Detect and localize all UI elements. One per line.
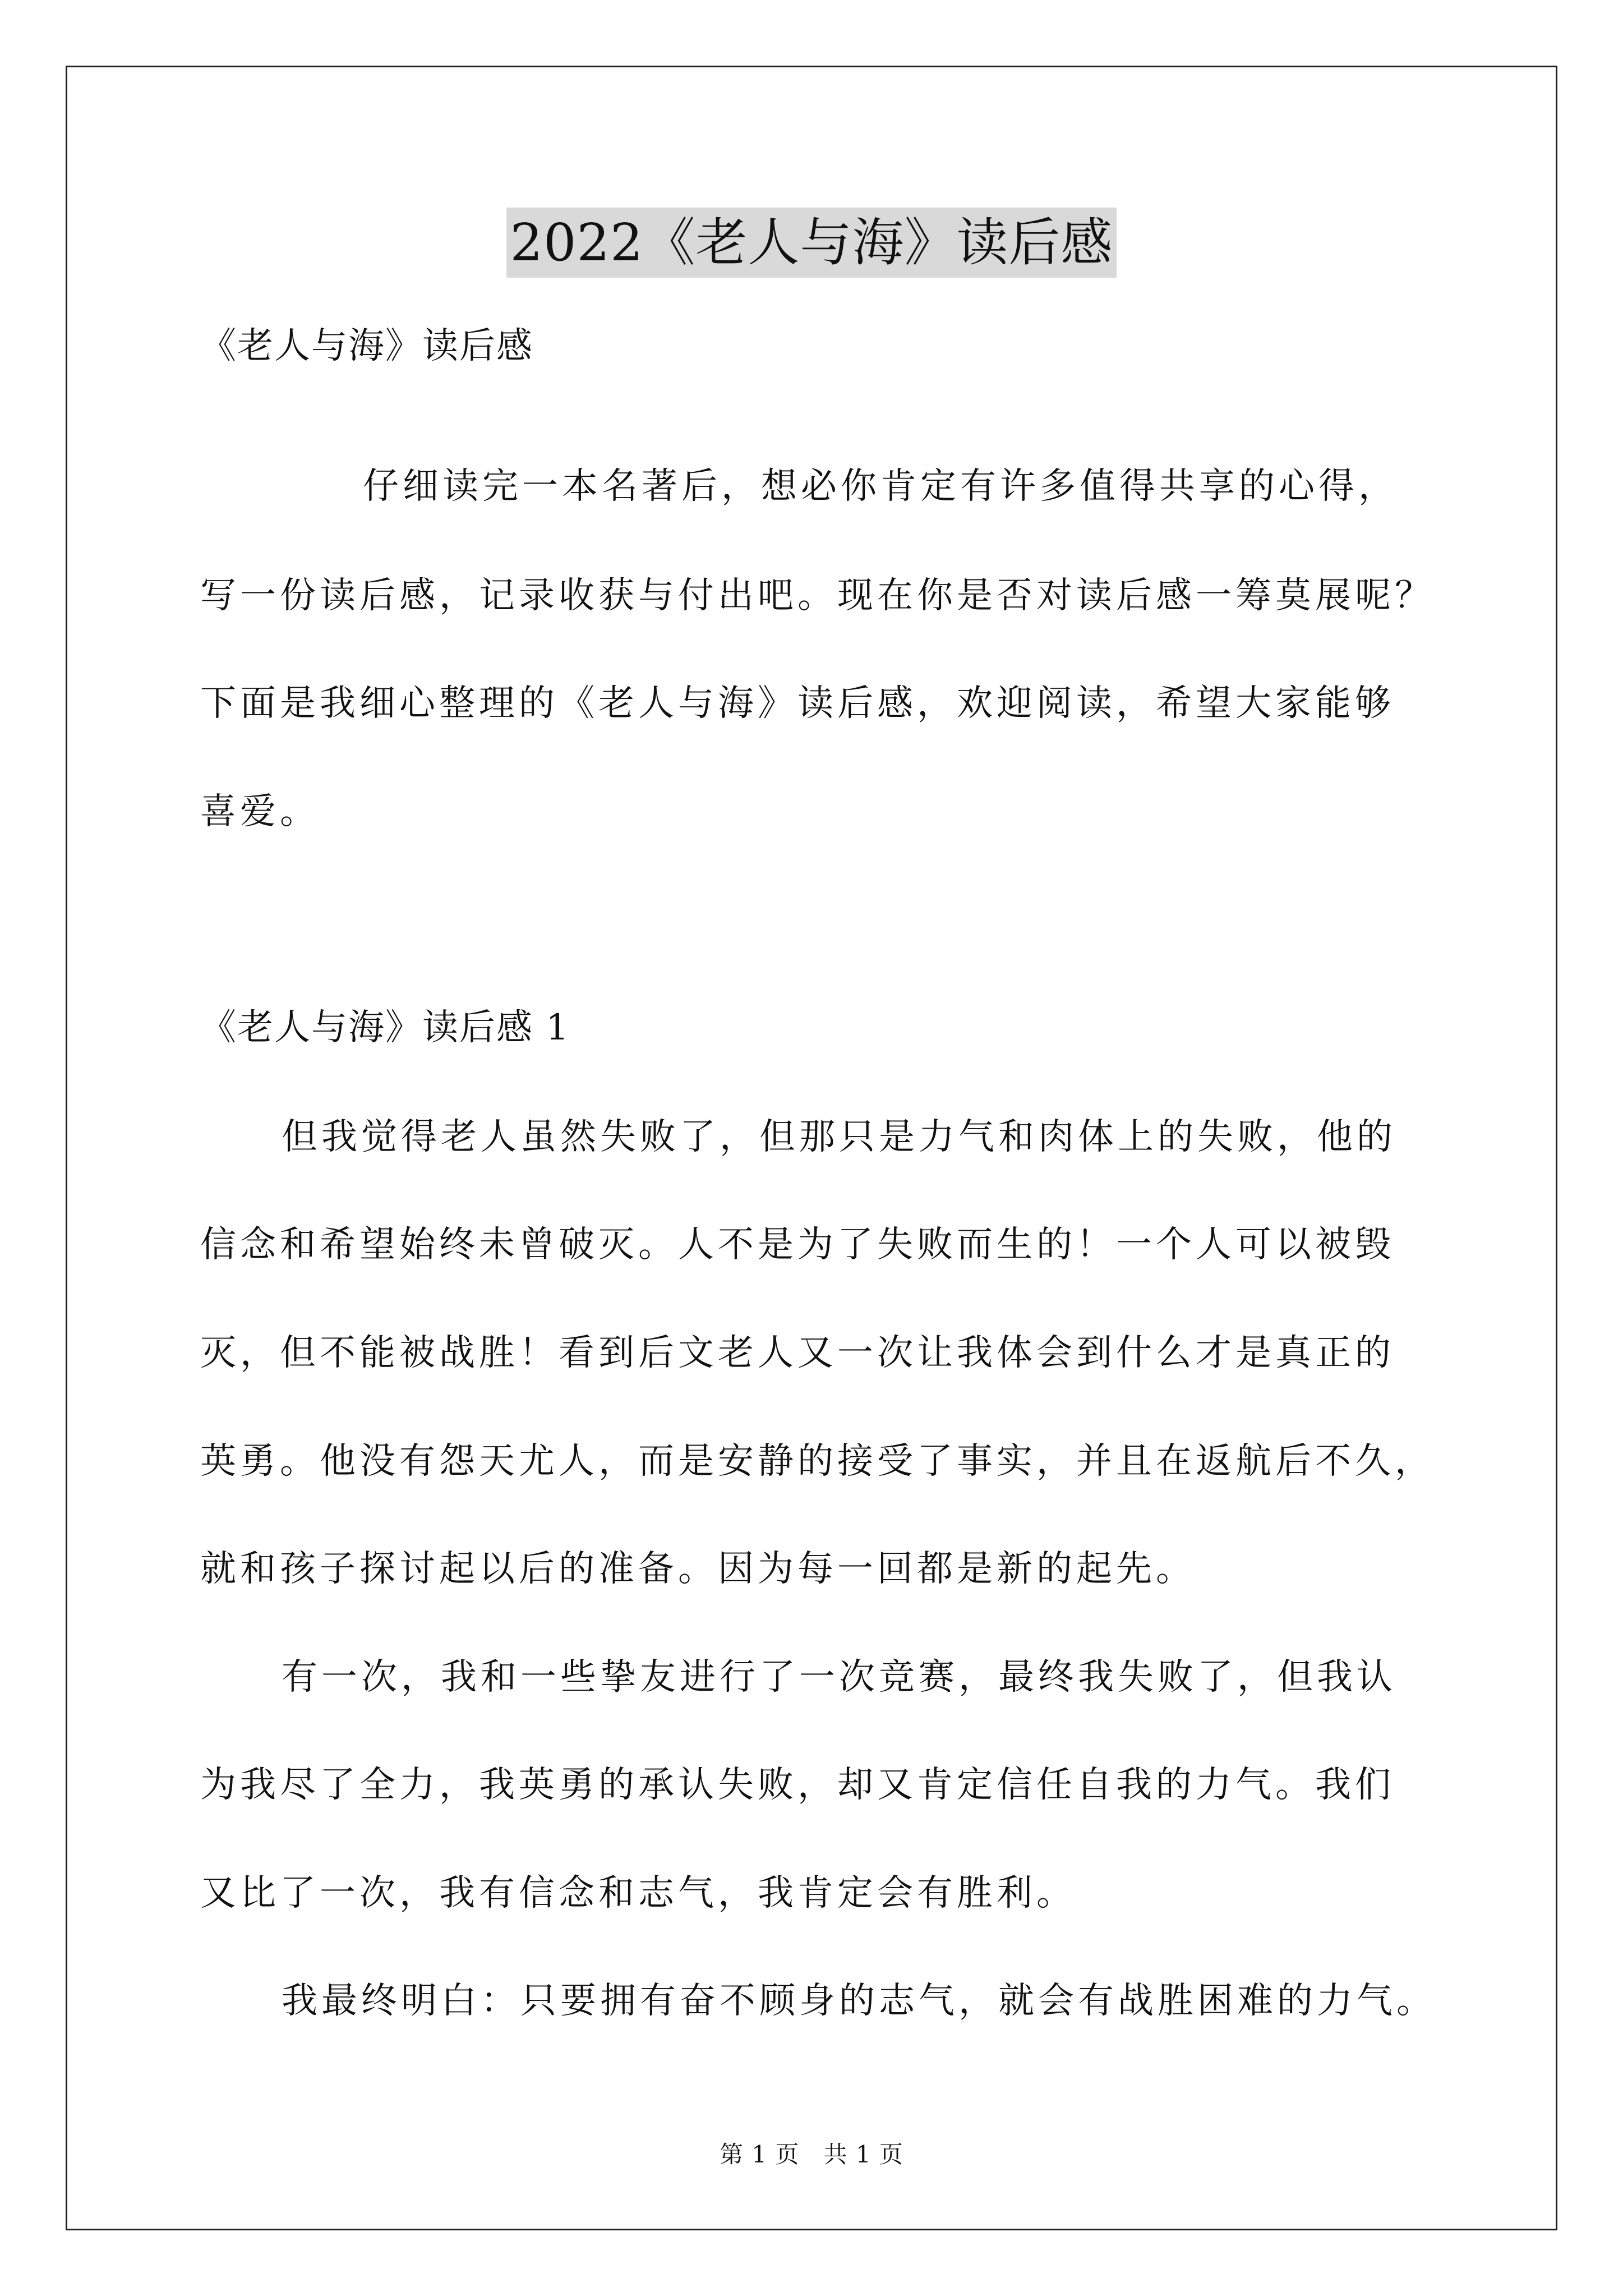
- body-line-6: 有一次，我和一些挚友进行了一次竞赛，最终我失败了，但我认: [282, 1657, 1396, 1698]
- body-line-2: 信念和希望始终未曾破灭。人不是为了失败而生的！一个人可以被毁: [200, 1224, 1395, 1266]
- section-heading: 《老人与海》读后感 1: [200, 1007, 570, 1048]
- intro-line-1: 仔细读完一本名著后，想必你肯定有许多值得共享的心得，: [363, 466, 1398, 507]
- intro-line-4: 喜爱。: [200, 791, 320, 832]
- body-line-8: 又比了一次，我有信念和志气，我肯定会有胜利。: [200, 1872, 1076, 1914]
- body-line-9: 我最终明白：只要拥有奋不顾身的志气，就会有战胜困难的力气。: [282, 1980, 1436, 2022]
- intro-line-3: 下面是我细心整理的《老人与海》读后感，欢迎阅读，希望大家能够: [200, 683, 1395, 724]
- body-line-3: 灭，但不能被战胜！看到后文老人又一次让我体会到什么才是真正的: [200, 1332, 1395, 1374]
- body-line-7: 为我尽了全力，我英勇的承认失败，却又肯定信任自我的力气。我们: [200, 1764, 1395, 1806]
- title-container: [0, 208, 1623, 278]
- body-line-4: 英勇。他没有怨天尤人，而是安静的接受了事实，并且在返航后不久，: [200, 1441, 1435, 1482]
- page-footer: 第 1 页 共 1 页: [720, 2141, 903, 2168]
- intro-line-2: 写一份读后感，记录收获与付出吧。现在你是否对读后感一筹莫展呢？: [200, 575, 1435, 616]
- body-line-1: 但我觉得老人虽然失败了，但那只是力气和肉体上的失败，他的: [282, 1116, 1396, 1158]
- body-line-5: 就和孩子探讨起以后的准备。因为每一回都是新的起先。: [200, 1548, 1196, 1590]
- page-title: 2022《老人与海》读后感: [506, 208, 1116, 278]
- document-subtitle: 《老人与海》读后感: [200, 325, 533, 367]
